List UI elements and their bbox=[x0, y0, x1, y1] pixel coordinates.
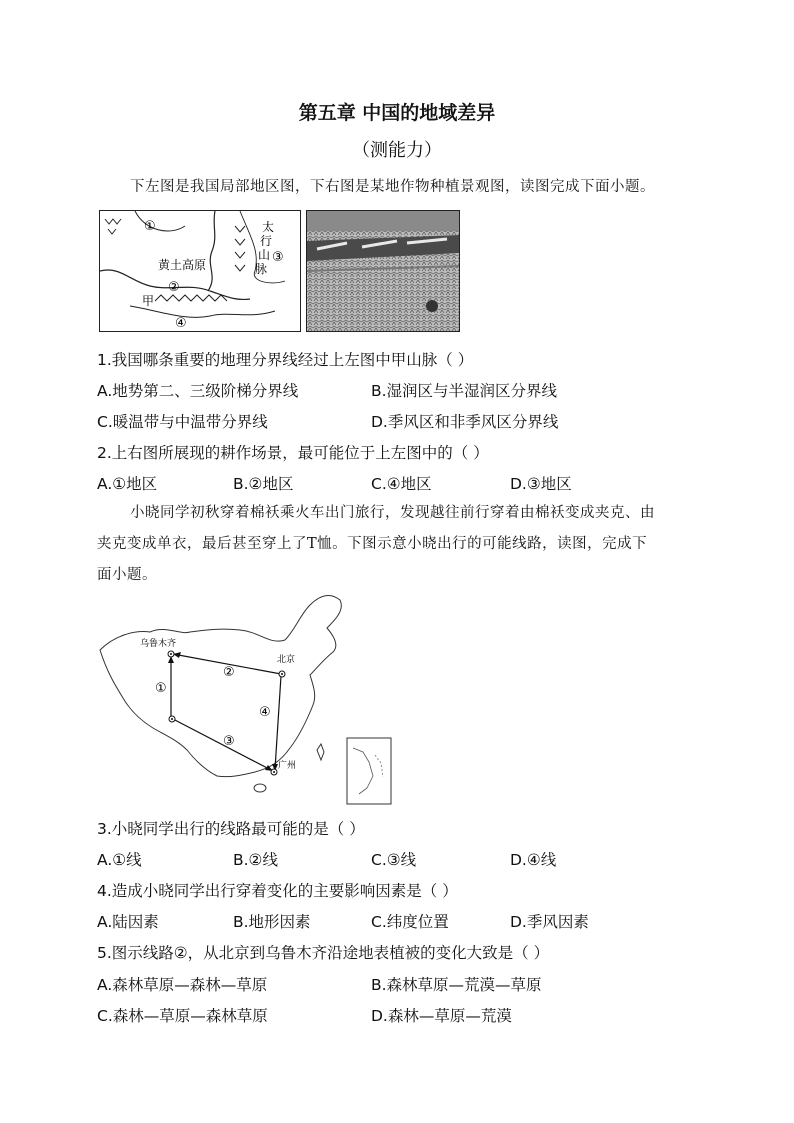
china-route-map-drawing bbox=[95, 590, 395, 808]
intro-paragraph-2-line-2: 夹克变成单衣，最后甚至穿上了T恤。下图示意小晓出行的可能线路，读图，完成下 bbox=[97, 536, 648, 552]
question-2-stem: 2.上右图所展现的耕作场景，最可能位于上左图中的（ ） bbox=[97, 444, 489, 462]
china-route-map bbox=[95, 590, 395, 808]
regional-map-drawing bbox=[100, 211, 300, 331]
city-guangzhou-label: 广州 bbox=[278, 761, 297, 771]
chapter-subtitle: （测能力） bbox=[352, 140, 442, 161]
question-4-option-a[interactable]: A.陆因素 bbox=[97, 913, 159, 931]
route-4-label: ④ bbox=[259, 705, 271, 720]
question-2-option-d[interactable]: D.③地区 bbox=[510, 475, 572, 493]
intro-paragraph-2-line-3: 面小题。 bbox=[97, 567, 157, 583]
intro-paragraph-2-line-1: 小晓同学初秋穿着棉袄乘火车出门旅行，发现越往前行穿着由棉袄变成夹克、由 bbox=[130, 505, 655, 521]
question-1-option-a[interactable]: A.地势第二、三级阶梯分界线 bbox=[97, 382, 299, 400]
mountain-jia-label: 甲 bbox=[142, 294, 155, 308]
region-3-label: ③ bbox=[272, 250, 284, 265]
question-3-option-d[interactable]: D.④线 bbox=[510, 851, 557, 869]
question-4-option-d[interactable]: D.季风因素 bbox=[510, 913, 589, 931]
taihang-char-3: 山 bbox=[258, 248, 271, 262]
taihang-char-4: 脉 bbox=[255, 262, 268, 276]
farming-landscape-photo bbox=[306, 210, 460, 332]
chapter-title: 第五章 中国的地域差异 bbox=[298, 102, 496, 124]
farming-photo-drawing bbox=[307, 211, 459, 331]
taihang-char-1: 太 bbox=[262, 220, 275, 234]
question-2-option-b[interactable]: B.②地区 bbox=[233, 475, 294, 493]
question-3-option-b[interactable]: B.②线 bbox=[233, 851, 278, 869]
intro-paragraph-1: 下左图是我国局部地区图，下右图是某地作物种植景观图，读图完成下面小题。 bbox=[130, 179, 655, 195]
question-5-option-b[interactable]: B.森林草原—荒漠—草原 bbox=[371, 976, 542, 994]
route-1-label: ① bbox=[155, 681, 167, 696]
question-1-stem: 1.我国哪条重要的地理分界线经过上左图中甲山脉（ ） bbox=[97, 351, 474, 369]
region-1-label: ① bbox=[144, 219, 156, 234]
question-4-stem: 4.造成小晓同学出行穿着变化的主要影响因素是（ ） bbox=[97, 882, 458, 900]
question-2-option-c[interactable]: C.④地区 bbox=[371, 475, 432, 493]
question-3-option-c[interactable]: C.③线 bbox=[371, 851, 417, 869]
question-1-option-d[interactable]: D.季风区和非季风区分界线 bbox=[371, 413, 559, 431]
regional-map bbox=[99, 210, 301, 332]
question-1-option-b[interactable]: B.湿润区与半湿润区分界线 bbox=[371, 382, 558, 400]
region-4-label: ④ bbox=[175, 316, 187, 331]
taihang-char-2: 行 bbox=[260, 234, 273, 248]
route-2-label: ② bbox=[223, 665, 235, 680]
question-3-option-a[interactable]: A.①线 bbox=[97, 851, 142, 869]
question-3-stem: 3.小晓同学出行的线路最可能的是（ ） bbox=[97, 820, 365, 838]
question-1-option-c[interactable]: C.暖温带与中温带分界线 bbox=[97, 413, 268, 431]
loess-plateau-label: 黄土高原 bbox=[158, 258, 207, 272]
city-beijing-label: 北京 bbox=[277, 655, 296, 665]
route-3-label: ③ bbox=[223, 734, 235, 749]
question-5-option-a[interactable]: A.森林草原—森林—草原 bbox=[97, 976, 268, 994]
question-5-option-d[interactable]: D.森林—草原—荒漠 bbox=[371, 1007, 512, 1025]
question-5-option-c[interactable]: C.森林—草原—森林草原 bbox=[97, 1007, 268, 1025]
region-2-label: ② bbox=[168, 280, 180, 295]
question-4-option-c[interactable]: C.纬度位置 bbox=[371, 913, 449, 931]
question-5-stem: 5.图示线路②，从北京到乌鲁木齐沿途地表植被的变化大致是（ ） bbox=[97, 944, 550, 962]
question-2-option-a[interactable]: A.①地区 bbox=[97, 475, 158, 493]
city-urumqi-label: 乌鲁木齐 bbox=[140, 639, 177, 649]
question-4-option-b[interactable]: B.地形因素 bbox=[233, 913, 311, 931]
